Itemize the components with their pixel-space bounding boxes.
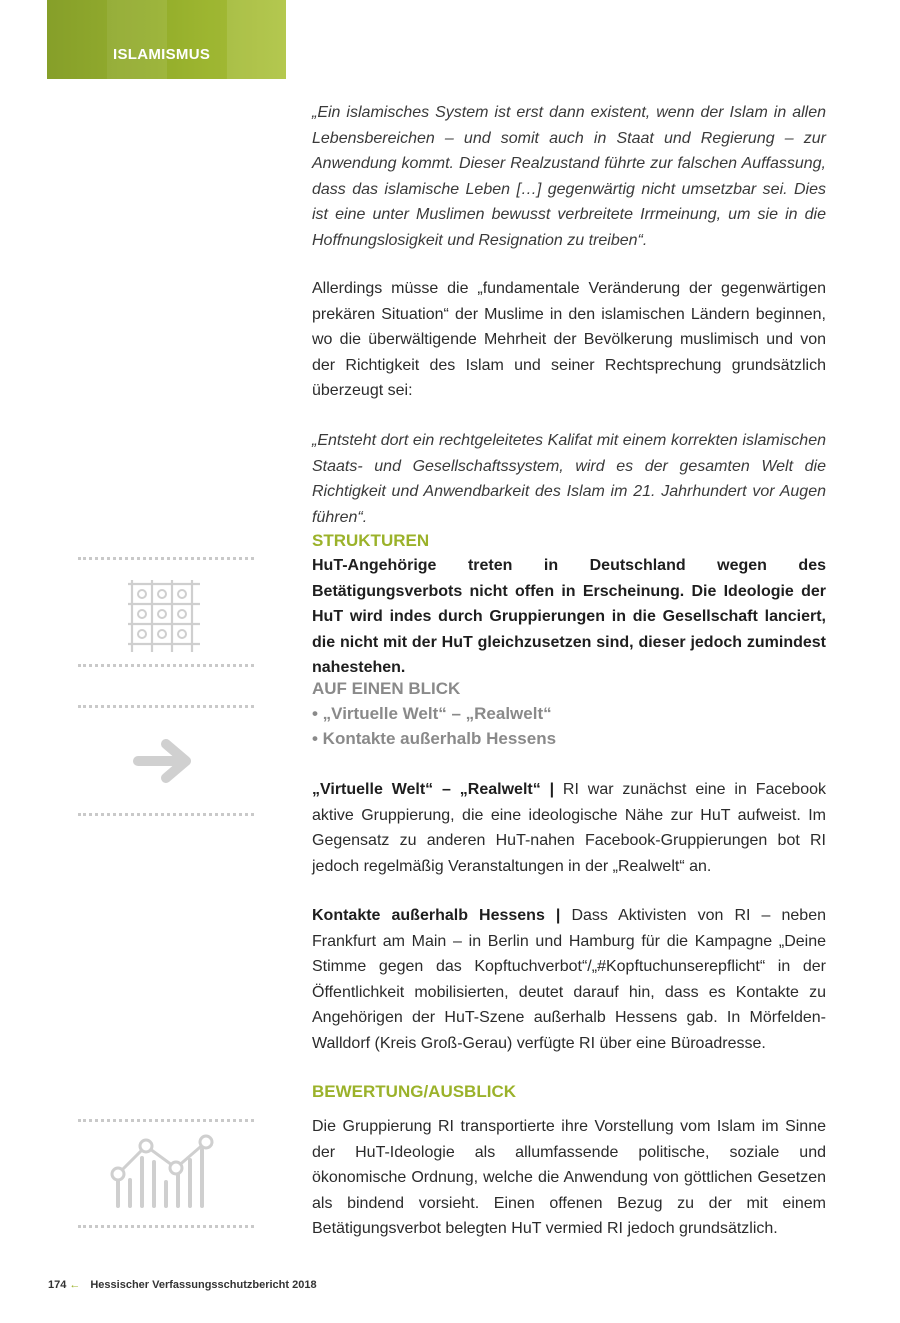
list-item: • Kontakte außerhalb Hessens — [312, 729, 557, 748]
intro-quote: „Ein islamisches System ist erst dann existent, wenn der Islam in allen Lebensbereichen – und somit auch in Staat und Regierung – zur Anwendung kommt. Dieser Realzustand führte zur falschen Auffassung, dass das islamische Leben […] gegenwärtig nicht umsetzbar sei. Dies ist eine unter Muslimen bewusst verbreitete Irrmeinung, um sie in die Hoffnungslosigkeit und Resignation zu treiben“. — [312, 104, 826, 249]
strukturen-lead: HuT-Angehörige treten in Deutschland wegen des Betätigungsverbots nicht offen in Erscheinung. Die Ideologie der HuT wird indes durch Gruppierungen in die Gesellschaft lanciert, die nicht mit der HuT gleichzusetzen sind, dieser jedoch zumindest nahestehen. — [312, 557, 826, 676]
summary-list — [312, 701, 826, 751]
heading-auf-einen-blick: AUF EINEN BLICK — [312, 679, 461, 698]
dotted-divider — [78, 1119, 254, 1122]
section-kontakte — [312, 903, 826, 1056]
kalifat-quote: „Entsteht dort ein rechtgeleitetes Kalifat mit einem korrekten islamischen Staats- und Gesellschaftssystem, wird es der gesamten Welt die Richtigkeit und Anwendbarkeit des Islam im 21. Jahrhundert vor Augen führen“. — [312, 432, 826, 526]
section-virtuelle-welt — [312, 777, 826, 879]
bewertung-text: Die Gruppierung RI transportierte ihre Vorstellung vom Islam im Sinne der HuT-Ideologie als allumfassende politische, soziale und ökonomische Ordnung, welche die Anwendung von göttlichen Gesetzen als bindend vorsieht. Einen offenen Bezug zu der mit einem Betätigungsverbot belegten HuT vermied RI jedoch grundsätzlich. — [312, 1118, 826, 1237]
network-grid-icon — [126, 574, 206, 658]
page-footer — [48, 1279, 317, 1291]
page-number: 174 — [48, 1279, 67, 1291]
section-text: RI war zunächst eine in Facebook aktive Gruppierung, die eine ideologische Nähe zur HuT aufweist. Im Gegensatz zu anderen HuT-nahen Facebook-Gruppierungen bot RI jedoch regelmäßig Veranstaltungen in der „Realwelt“ an. — [312, 781, 826, 875]
dotted-divider — [78, 557, 254, 560]
section-title: Kontakte außerhalb Hessens | — [312, 907, 561, 924]
dotted-divider — [78, 1225, 254, 1228]
section-header-band — [47, 0, 286, 79]
heading-bewertung: BEWERTUNG/AUSBLICK — [312, 1082, 516, 1101]
line-chart-icon — [108, 1132, 218, 1212]
dotted-divider — [78, 664, 254, 667]
publication-title: Hessischer Verfassungsschutzbericht 2018 — [90, 1279, 317, 1291]
section-title: „Virtuelle Welt“ – „Realwelt“ | — [312, 781, 555, 798]
section-label: ISLAMISMUS — [113, 46, 211, 63]
list-item: • „Virtuelle Welt“ – „Realwelt“ — [312, 704, 552, 723]
body-paragraph-1: Allerdings müsse die „fundamentale Veränderung der gegenwärtigen prekären Situation“ der Muslime in den islamischen Ländern beginnen, wo die überwältigende Mehrheit der Bevölkerung muslimisch und von der Richtigkeit des Islam und seiner Rechtsprechung grundsätzlich überzeugt sei: — [312, 280, 826, 399]
dotted-divider — [78, 813, 254, 816]
section-text: Dass Aktivisten von RI – neben Frankfurt am Main – in Berlin und Hamburg für die Kampagne „Deine Stimme gegen das Kopftuchverbot“/„#Kopftuchunserepflicht“ in der Öffentlichkeit mobilisierten, deutet darauf hin, dass es Kontakte zu Angehörigen der HuT-Szene außerhalb Hessens gab. In Mörfelden-Walldorf (Kreis Groß-Gerau) verfügte RI über eine Büroadresse. — [312, 907, 827, 1052]
dotted-divider — [78, 705, 254, 708]
heading-strukturen: STRUKTUREN — [312, 531, 430, 550]
arrow-left-icon: ← — [69, 1279, 81, 1291]
arrow-right-icon — [132, 738, 194, 784]
